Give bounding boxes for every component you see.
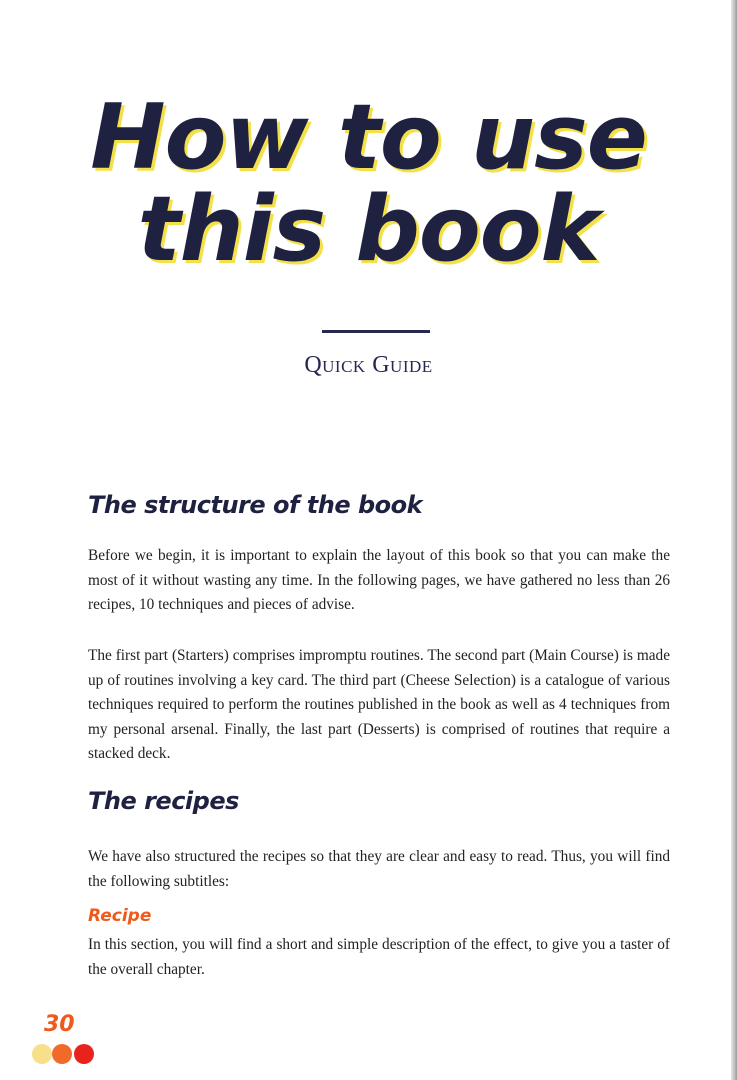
page-title — [0, 85, 737, 282]
structure-paragraph-1: Before we begin, it is important to explain the layout of this book so that you can make the most of it without wasting any time. In the following pages, we have gathered no less than 26 recipes, 10 techniques and pieces of advise. — [88, 547, 670, 613]
title-line-2: this book — [137, 177, 600, 282]
recipes-paragraph-1: We have also structured the recipes so that they are clear and easy to read. Thus, you will find the following subtitles: — [88, 848, 670, 890]
recipes-heading: The recipes — [88, 787, 239, 815]
decorative-dot-icon — [32, 1044, 52, 1064]
title-line-1: How to use — [90, 85, 647, 190]
structure-heading: The structure of the book — [88, 491, 423, 519]
recipe-description: In this section, you will find a short and simple description of the effect, to give you a taster of the overall chapter. — [88, 936, 670, 978]
title-divider — [322, 330, 430, 333]
page-number: 30 — [44, 1012, 75, 1037]
decorative-dot-icon — [74, 1044, 94, 1064]
structure-paragraph-2: The first part (Starters) comprises impromptu routines. The second part (Main Course) is made up of routines involving a key card. The third part (Cheese Selection) is a catalogue of various techniques required to perform the routines published in the book as well as 4 techniques from my personal arsenal. Finally, the last part (Desserts) is comprised of routines that require a stacked deck. — [88, 647, 670, 762]
subtitle: Quick Guide — [304, 352, 433, 378]
recipe-subtitle: Recipe — [88, 906, 152, 926]
decorative-dot-icon — [52, 1044, 72, 1064]
